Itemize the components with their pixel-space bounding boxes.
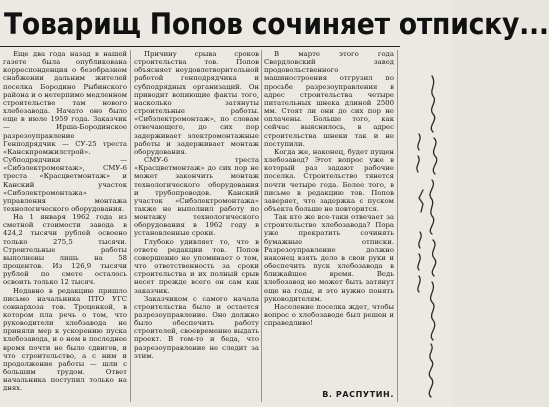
headline-rule: [0, 46, 400, 47]
handwritten-margin-note: [401, 62, 453, 402]
handwriting-scribble: [401, 62, 453, 402]
paragraph: Заказчиком с самого начала строительства было и остается разрезоуправление. Оно должно было обеспечить работу строителей, своевременно выдать проект. В том-то и беда, что разрезоуправление не следит за этим.: [134, 294, 259, 360]
paragraph: Население поселка ждет, чтобы вопрос о хлебозаводе был решен и справедливо!: [264, 302, 394, 328]
article-headline: Товарищ Попов сочиняет отписку...: [4, 7, 549, 41]
paragraph: Причину срыва сроков строительства тов. Попов объясняет неудовлетворительной работой генподрядчика и субподрядных организаций. Он приводит вопиющие факты того, насколько затянуты строительные работы. «Сибэлектромонтаж», по словам отвечающего, до сих пор задерживает электромонтажные работы и задерживает монтаж оборудования.: [134, 50, 259, 156]
column-divider-2: [261, 50, 262, 402]
article-column-1: [3, 50, 127, 405]
column-divider-3: [397, 50, 398, 402]
paragraph: Недавно в редакцию пришло письмо начальника ПТО УГС совнархоза тов. Троценкой, в котором пла речь о том, что руководители хлебзавода не приняли мер к ускорению пуска хлебозавода, и о нем в последнее время почти не было сдвигов, и что строительство, а с ним и продолжение работы — шли с большим трудом. Ответ начальника поступил только на днях.: [3, 286, 127, 393]
paragraph: Глубоко удивляет то, что в ответе редакции тов. Попов совершенно не упоминает о том, что ответственность за сроки строительства и их полный срыв несет прежде всего он сам как заказчик.: [134, 237, 259, 295]
column-divider-1: [130, 50, 131, 402]
paragraph: Еще два года назад в нашей газете была опубликована корреспонденция о безобразном снабжении дальним жителей поселка Бородино Рыбинского района и о нетерпимо медленном строительстве там нового хлебозавода. Начато оно было еще в июле 1959 года. Заказчик — Ирша-Бородинское разрезоуправление Генподрядчик — СУ-25 треста «Канскпромжилстрой». Субподрядчики — «Сибэлектромонтаж», СМУ-6 треста «Красцветмонтаж» и Канский участок «Сибэлектромонтажа» управления монтажа технологического оборудования.: [3, 50, 127, 213]
paragraph: На 1 января 1962 года из сметной стоимости завода в 424,2 тысячи рублей освоено только 275,5 тысячи. Строительные работы выполнены лишь на 58 процентов. Из 126,9 тысячи рублей по смете осталось освоить только 12 тысяч.: [3, 213, 127, 287]
paragraph: СМУ-6 треста «Красцветмонтаж» до сих пор не может закончить монтаж технологического оборудования и трубопроводов. Канский участок «Сибэлектромонтажа» также не выполнил работу по монтажу технологического оборудования в 1962 году в установленные сроки.: [134, 156, 259, 238]
article-column-3: [264, 50, 394, 405]
article-column-2: [134, 50, 259, 405]
paragraph: Так кто же все-таки отвечает за строительство хлебозавода? Пора уже прекратить сочинять бумажные отписки. Разрезоуправление должно наконец взять дело в свои руки и обеспечить пуск хлебозавода в ближайшее время. Ведь хлебозавод не может быть затянут еще на годы, и это нужно понять руководителям.: [264, 213, 394, 303]
author-signature: В. РАСПУТИН.: [322, 390, 394, 399]
paragraph: В марте этого года Свердловский завод продовольственного машиностроения отгрузил по просьбе разрезоуправления в адрес строительства четыре питательных шнека длиной 2500 мм. Стоят ли они до сих пор не оплачены. Больше того, как сейчас выяснилось, в адрес строительства шнеки так и не поступили.: [264, 50, 394, 148]
paragraph: Когда же, наконец, будет пущен хлебозавод? Этот вопрос уже в который раз задают рабочие поселка. Строительство тянется почти четыре года. Более того, в письме в редакцию тов. Попов заверяет, что задержка с пуском объекта больше не повторится.: [264, 147, 394, 213]
